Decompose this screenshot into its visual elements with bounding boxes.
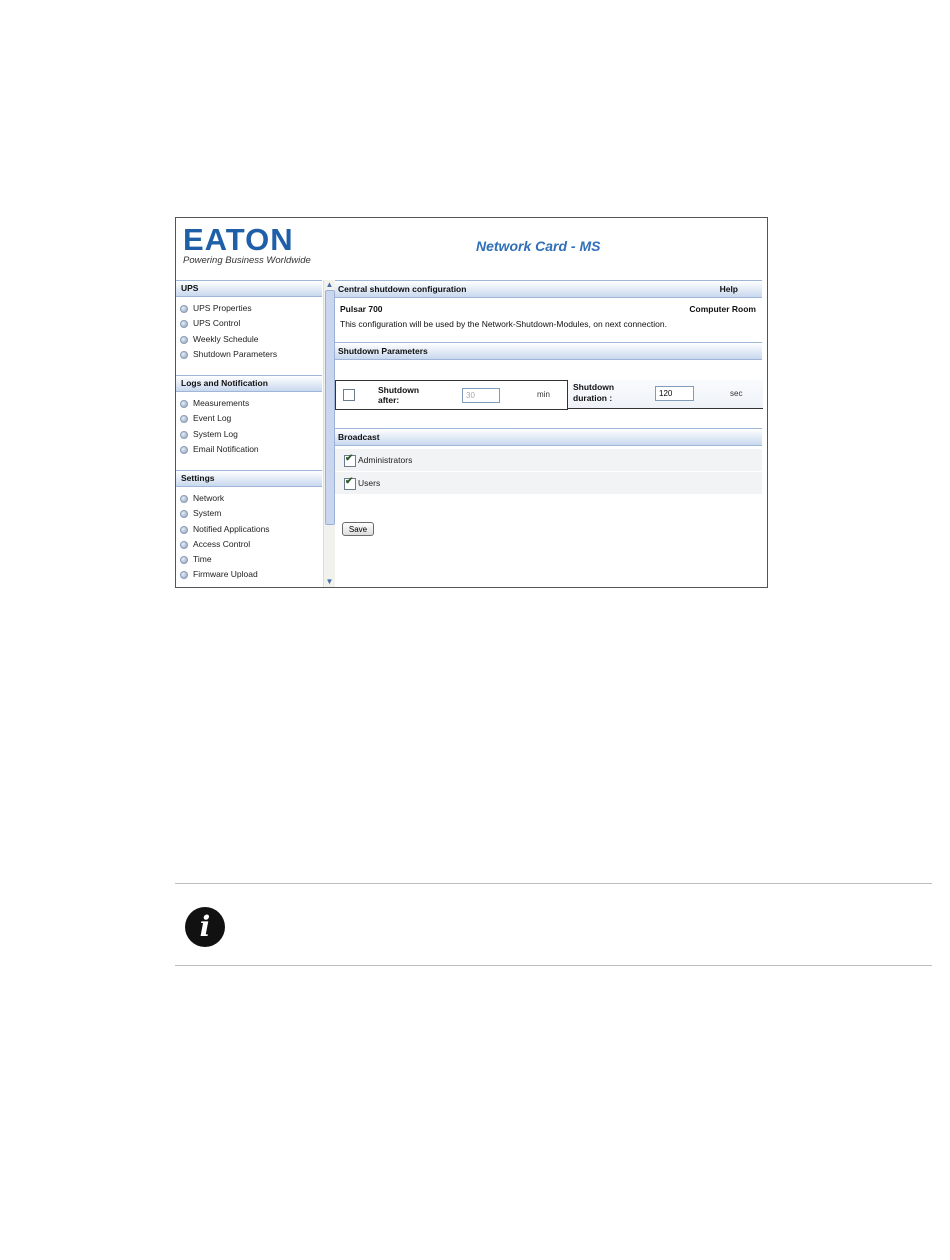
users-label: Users <box>358 478 381 488</box>
sidebar-item-system-log[interactable]: System Log <box>176 427 322 442</box>
screenshot-window <box>175 217 768 588</box>
params-title: Shutdown Parameters <box>338 346 428 356</box>
sidebar <box>176 280 322 587</box>
shutdown-duration-label-2: duration : <box>573 393 613 403</box>
sidebar-item-ups-control[interactable]: UPS Control <box>176 316 322 331</box>
shutdown-duration-input[interactable]: 120 <box>655 386 694 401</box>
bullet-icon <box>180 556 188 564</box>
sidebar-item-measurements[interactable]: Measurements <box>176 396 322 411</box>
shutdown-after-cell <box>335 380 568 410</box>
bullet-icon <box>180 320 188 328</box>
sidebar-item-shutdown-parameters[interactable]: Shutdown Parameters <box>176 347 322 362</box>
logo-text: EATON <box>183 222 294 257</box>
sidebar-item-email-notification[interactable]: Email Notification <box>176 442 322 457</box>
shutdown-after-input[interactable]: 30 <box>462 388 500 403</box>
sidebar-item-ups-properties[interactable]: UPS Properties <box>176 301 322 316</box>
note-rule-top <box>175 883 932 884</box>
config-description: This configuration will be used by the Network-Shutdown-Modules, on next connection. <box>340 319 667 329</box>
eaton-logo <box>183 222 311 270</box>
sidebar-item-firmware-upload[interactable]: Firmware Upload <box>176 567 322 582</box>
scroll-down-icon[interactable]: ▼ <box>325 577 334 586</box>
sidebar-section-title: Logs and Notification <box>176 375 322 392</box>
shutdown-after-label-1: Shutdown <box>378 385 420 395</box>
broadcast-row-users <box>335 472 762 495</box>
sidebar-item-event-log[interactable]: Event Log <box>176 411 322 426</box>
sidebar-item-network[interactable]: Network <box>176 491 322 506</box>
shutdown-duration-unit: sec <box>730 389 743 398</box>
config-header <box>335 280 762 298</box>
bullet-icon <box>180 400 188 408</box>
sidebar-item-time[interactable]: Time <box>176 552 322 567</box>
main-panel <box>335 280 762 587</box>
sidebar-section-logs <box>176 375 322 457</box>
shutdown-after-unit: min <box>537 390 550 399</box>
users-checkbox[interactable] <box>344 478 356 490</box>
bullet-icon <box>180 526 188 534</box>
params-header <box>335 342 762 360</box>
broadcast-header <box>335 428 762 446</box>
bullet-icon <box>180 351 188 359</box>
bullet-icon <box>180 510 188 518</box>
broadcast-title: Broadcast <box>338 432 380 442</box>
bullet-icon <box>180 541 188 549</box>
shutdown-after-label-2: after: <box>378 395 400 405</box>
scroll-thumb[interactable] <box>325 290 335 525</box>
device-name: Pulsar 700 <box>340 304 383 314</box>
scroll-up-icon[interactable]: ▲ <box>325 280 334 289</box>
bullet-icon <box>180 571 188 579</box>
shutdown-duration-cell <box>567 380 763 409</box>
info-icon: i <box>185 907 225 947</box>
administrators-label: Administrators <box>358 455 413 465</box>
broadcast-row-administrators <box>335 449 762 472</box>
sidebar-item-weekly-schedule[interactable]: Weekly Schedule <box>176 332 322 347</box>
sidebar-item-system[interactable]: System <box>176 506 322 521</box>
note-rule-bottom <box>175 965 932 966</box>
logo-tagline: Powering Business Worldwide <box>183 255 311 266</box>
sidebar-scrollbar[interactable] <box>323 280 335 587</box>
shutdown-params-row <box>335 380 762 408</box>
sidebar-section-settings <box>176 470 322 583</box>
sidebar-item-notified-applications[interactable]: Notified Applications <box>176 522 322 537</box>
app-title: Network Card - MS <box>476 238 601 254</box>
bullet-icon <box>180 305 188 313</box>
bullet-icon <box>180 415 188 423</box>
device-location: Computer Room <box>689 304 756 314</box>
config-title: Central shutdown configuration <box>338 284 467 294</box>
sidebar-section-ups <box>176 280 322 362</box>
bullet-icon <box>180 495 188 503</box>
bullet-icon <box>180 336 188 344</box>
sidebar-section-title: Settings <box>176 470 322 487</box>
help-link[interactable]: Help <box>719 284 738 294</box>
administrators-checkbox[interactable] <box>344 455 356 467</box>
bullet-icon <box>180 446 188 454</box>
sidebar-section-title: UPS <box>176 280 322 297</box>
shutdown-duration-label-1: Shutdown <box>573 382 615 392</box>
shutdown-after-checkbox[interactable] <box>343 389 355 401</box>
sidebar-item-access-control[interactable]: Access Control <box>176 537 322 552</box>
bullet-icon <box>180 431 188 439</box>
save-button[interactable]: Save <box>342 522 374 536</box>
